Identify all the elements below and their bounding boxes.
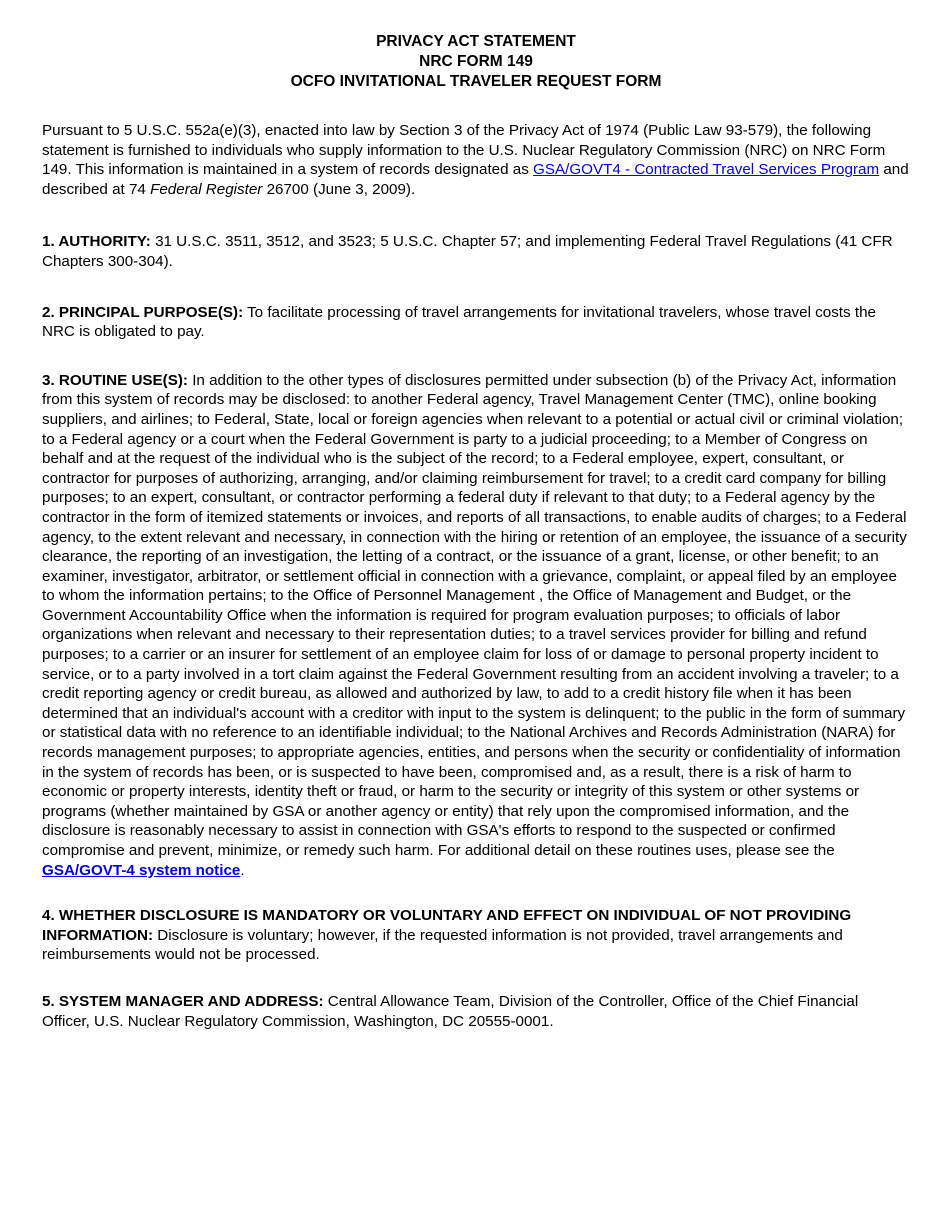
- federal-register-italic: Federal Register: [150, 180, 263, 198]
- header-form-number: NRC FORM 149: [419, 53, 533, 70]
- intro-text-end: 26700 (June 3, 2009).: [262, 180, 416, 198]
- section-manager-label: 5. SYSTEM MANAGER AND ADDRESS:: [42, 992, 324, 1010]
- system-notice-link-text: GSA/GOVT-4 system notice: [42, 861, 241, 879]
- section-manager-text: Central Allowance Team, Division of the Controller, Office of the Chief Financial Officer, U.S. Nuclear Regulatory Commission, Washington, DC 20555-0001.: [42, 992, 859, 1030]
- document-header: [42, 32, 910, 92]
- section-authority-text: 31 U.S.C. 3511, 3512, and 3523; 5 U.S.C. Chapter 57; and implementing Federal Travel Regulations (41 CFR Chapters 300-304).: [42, 233, 893, 270]
- intro-text: Pursuant to 5 U.S.C. 552a(e)(3), enacted into law by Section 3 of the Privacy Act of 1974 (Public Law 93-579), the following statement is furnished to individuals who supply information to the U.S. Nuclear Regulatory Commission (NRC) on NRC Form 149. This information is maintained in a system of records designated as: [42, 122, 886, 179]
- section-system-manager: [42, 992, 910, 1031]
- gsa-govt4-link[interactable]: GSA/GOVT4 - Contracted Travel Services Program: [533, 161, 880, 179]
- section-routine-label: 3. ROUTINE USE(S):: [42, 371, 188, 389]
- section-purpose-text: To facilitate processing of travel arrangements for invitational travelers, whose travel costs the NRC is obligated to pay.: [42, 303, 876, 341]
- system-notice-link[interactable]: [42, 862, 240, 879]
- section-disclosure-label: 4. WHETHER DISCLOSURE IS MANDATORY OR VOLUNTARY AND EFFECT ON INDIVIDUAL OF NOT PROVIDING INFORMATION:: [42, 907, 852, 944]
- section-routine-end: .: [240, 861, 245, 879]
- section-principal-purpose: [42, 303, 910, 342]
- section-authority-label: 1. AUTHORITY:: [42, 233, 151, 251]
- section-disclosure-text: Disclosure is voluntary; however, if the requested information is not provided, travel arrangements and reimbursements would not be processed.: [42, 926, 843, 964]
- section-routine-text: In addition to the other types of disclosures permitted under subsection (b) of the Privacy Act, information from this system of records may be disclosed: to another Federal agency, Travel Management Center (TMC), online booking suppliers, and airlines; to Federal, State, local or foreign agencies when relevant to a potential or actual civil or criminal violation; to a Federal agency or a court when the Federal Government is party to a judicial proceeding; to a Member of Congress on behalf and at the request of the individual who is the subject of the record; to a Federal employee, expert, consultant, or contractor for purposes of authorizing, arranging, and/or claiming reimbursement for travel; to a credit card company for billing purposes; to an expert, consultant, or contractor performing a federal duty if relevant to that duty; to a Federal agency by the contractor in the form of itemized statements or invoices, and reports of all transactions, to enable audits of charges; to a Federal agency, to the extent relevant and necessary, in connection with the hiring or retention of an employee, the issuance of a security clearance, the reporting of an investigation, the letting of a contract, or the issuance of a grant, license, or other benefit; to an examiner, investigator, arbitrator, or settlement official in connection with a grievance, complaint, or appeal filed by an employee to whom the information pertains; to the Office of Personnel Management , the Office of Management and Budget, or the Government Accountability Office when the information is required for program evaluation purposes; to officials of labor organizations when relevant and necessary to their representation duties; to a travel services provider for billing and refund purposes; to a carrier or an insurer for settlement of an employee claim for loss of or damage to personal property incident to service, or to a party involved in a tort claim against the Federal Government resulting from an accident involving a traveler; to a credit reporting agency or credit bureau, as allowed and authorized by law, to add to a credit history file when it has been determined that an individual's account with a creditor with input to the system is delinquent; to the public in the form of summary or statistical data with no reference to an identifiable individual; to the National Archives and Records Administration (NARA) for records management purposes; to appropriate agencies, entities, and persons when the security or confidentiality of information in the system of records has been, or is suspected to have been, compromised and, as a result, there is a risk of harm to economic or property interests, identity theft or fraud, or harm to the security or integrity of this system or other systems or programs (whether maintained by GSA or another agency or entity) that rely upon the compromised information, and the disclosure is reasonably necessary to assist in connection with GSA's efforts to respond to the suspected or confirmed compromise and prevent, minimize, or remedy such harm. For additional detail on these routines uses, please see the: [42, 371, 907, 859]
- section-disclosure: [42, 906, 910, 965]
- section-routine-uses: [42, 371, 910, 880]
- section-purpose-label: 2. PRINCIPAL PURPOSE(S):: [42, 303, 244, 321]
- intro-paragraph: [42, 121, 910, 199]
- header-form-name: OCFO INVITATIONAL TRAVELER REQUEST FORM: [290, 73, 662, 90]
- intro-text-after-link: and described at 74: [42, 161, 909, 198]
- header-title: PRIVACY ACT STATEMENT: [376, 33, 576, 50]
- document-page: [42, 32, 910, 1031]
- section-authority: [42, 232, 910, 271]
